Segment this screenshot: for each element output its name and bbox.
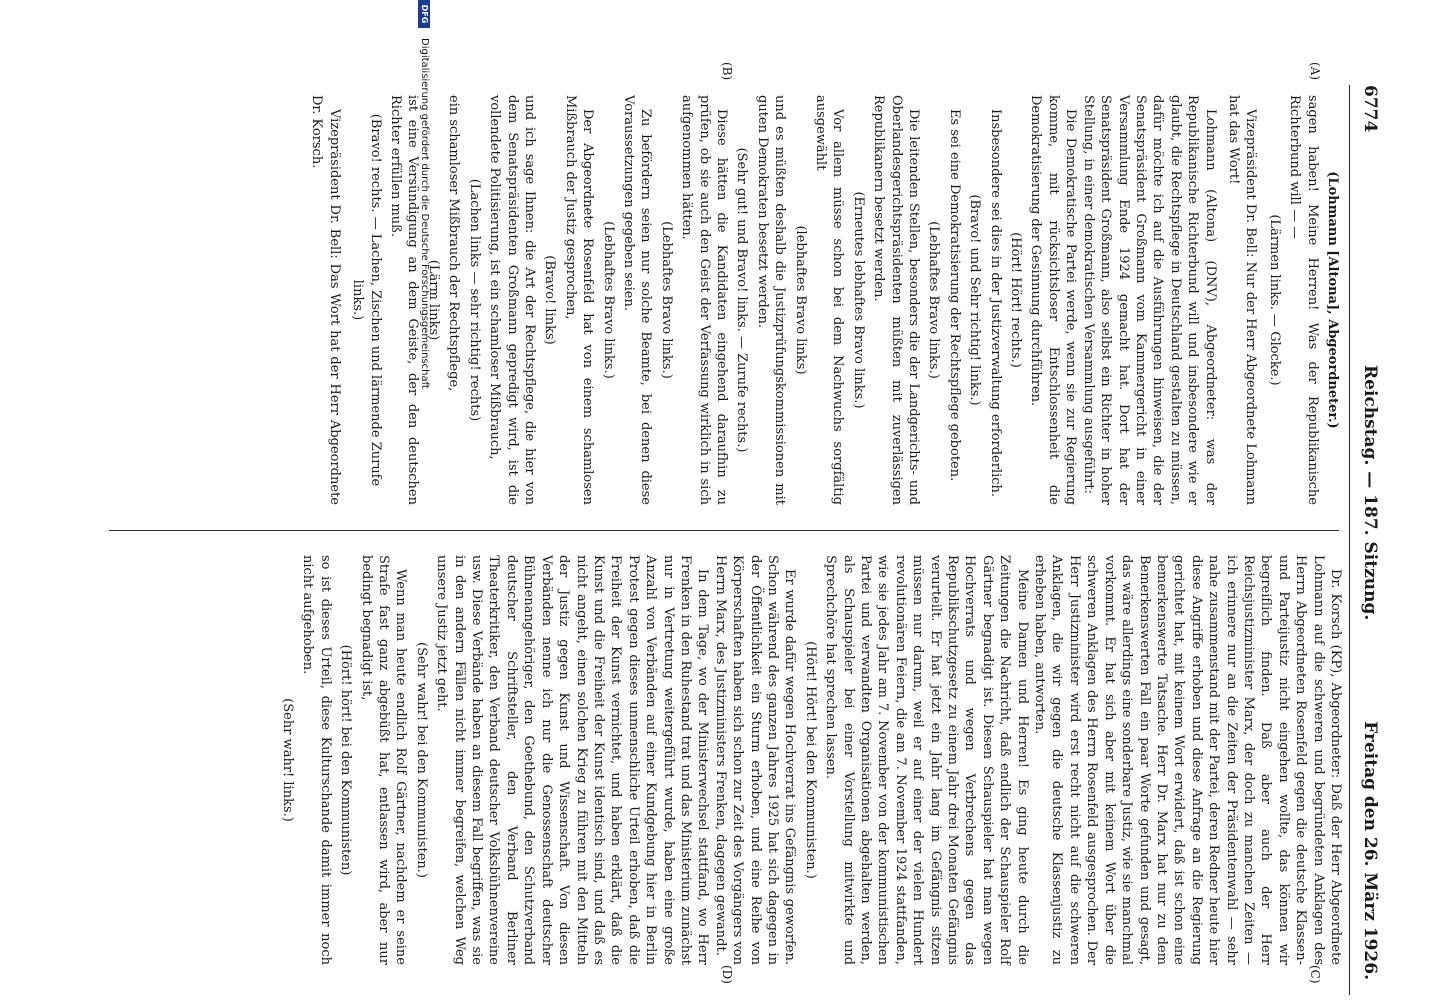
dfg-logo: DFG	[418, 0, 430, 28]
quote-paragraph: Es sei eine Demokratisierung der Rechtspflege geboten.	[946, 109, 962, 482]
header-rule	[1349, 85, 1350, 995]
interjection: (Lebhaftes Bravo links.)	[658, 221, 674, 379]
interjection: (Hört! Hört! rechts.)	[1008, 232, 1024, 368]
interjection: (Sehr wahr! bei den Kommunisten.)	[413, 642, 429, 878]
margin-mark-a: (A)	[1308, 62, 1322, 81]
column-divider	[109, 530, 1339, 531]
page-header	[1352, 85, 1382, 995]
quote-paragraph: Die leitenden Stellen, besonders die der Landgerichts- und Oberlandesgerichtspräsidenten müßten mit zuverlässigen Republikanern besetzt werden.	[871, 95, 922, 505]
paragraph: Dr. Korsch (KP), Abgeordneter: Daß der Herr Abgeordnete Lohmann auf die schweren und begründeten Anklagen des Herrn Abgeordneten Rosenfeld gegen die deutsche Klassen- und Parteijustiz nicht eingehen wollte, das können wir begreiflich finden. Daß aber auch der Herr Reichsjustizminister Marx, der doch zu manchen Zeiten — ich erinnere nur an die Zeiten der Präsidentenwahl — sehr nahe zusammenstand mit der Partei, deren Redner heute hier diese Angriffe erhoben und diese Anfrage an die Regierung gerichtet hat, mit keinem Wort erwidert, daß ist schon eine bemerkenswerte Tatsache. Herr Dr. Marx hat nur zu dem Bemerkenswerten Fall ein paar Worte gefunden und gesagt, das wäre allerdings eine sonderbare Justiz, wie sie manchmal vorkommt. Er hat sich aber mit keinem Wort über die schweren Anklagen des Herrn Rosenfeld ausgesprochen. Der Herr Justizminister wird erst recht nicht auf die schweren Anklagen, die wir gegen die deutsche Klassenjustiz zu erheben haben, antworten.	[1032, 555, 1343, 965]
quote-paragraph: Vor allem müsse schon bei dem Nachwuchs sorgfältig ausgewählt	[813, 95, 846, 505]
quote-paragraph: Zu befördern seien nur solche Beamte, bei denen diese Voraussetzungen gegeben seien.	[620, 95, 654, 505]
quote-paragraph: und es müßten deshalb die Justizprüfungskommissionen mit guten Demokraten besetzt werden.	[754, 95, 788, 505]
paragraph: Lohmann (Altona) (DNV), Abgeordneter: was der Republikanische Richterbund will und insbesondere wie er glaubt, die Rechtspflege in Deutschland gestalten zu müssen, dafür möchte ich auf die Ausführungen hinweisen, die der Senatspräsident Großmann vom Kammergericht in einer Versammlung Ende 1924 gemacht hat. Dort hat der Senatspräsident Großmann, also selbst ein Richter in hoher Stellung, in einer demokratischen Versammlung ausgeführt:	[1080, 95, 1218, 505]
footer-credit	[414, 0, 434, 1000]
paragraph: sagen haben! Meine Herren! Was der Republikanische Richterbund will — —	[1287, 95, 1320, 505]
quote-paragraph: Die Demokratische Partei werde, wenn sie zur Regierung komme, mit rücksichtsloser Entschlossenheit die Demokratisierung der Gesinnung durchführen.	[1028, 95, 1079, 505]
right-column	[276, 555, 1344, 965]
quote-paragraph: Insbesondere sei dies in der Justizverwaltung erforderlich.	[987, 109, 1003, 498]
interjection: (Lachen links — sehr richtig! rechts)	[466, 178, 482, 422]
interjection: (Lärm links)	[425, 259, 441, 341]
interjection: (Lebhaftes Bravo links.)	[926, 221, 942, 379]
paragraph: Der Abgeordnete Rosenfeld hat von einem schamlosen Mißbrauch der Justiz gesprochen,	[562, 95, 596, 505]
interjection: (Bravo! links)	[542, 255, 558, 345]
interjection: (Lebhaftes Bravo links.)	[600, 221, 616, 379]
paragraph: Er wurde dafür wegen Hochverrat ins Gefängnis geworfen. Schon während des ganzen Jahres 1925 hat sich dagegen in der Öffentlichkeit ein Sturm erhoben, und eine Reihe von Körperschaften haben sich schon zur Zeit des Vorgängers von Herrn Marx, des Justizministers Frenken, dagegen gewandt.	[712, 555, 798, 965]
paragraph: so ist dieses Urteil, diese Kulturschande damit immer noch nicht aufgehoben.	[300, 555, 333, 965]
paragraph: und ich sage Ihnen: die Art der Rechtspflege, die hier von dem Senatspräsidenten Großmann gepredigt wird, ist die vollendete Politisierung, ist ein schamloser Mißbrauch,	[487, 95, 537, 505]
interjection: (lebhaftes Bravo links)	[792, 225, 808, 375]
interjection: (Bravo! rechts. — Lachen, Zischen und lärmende Zurufe links.)	[350, 113, 383, 487]
margin-mark-c: (C)	[1308, 965, 1322, 984]
paragraph: Vizepräsident Dr. Bell: Nur der Herr Abgeordnete Lohmann hat das Wort!	[1225, 95, 1259, 505]
paragraph: ein schamloser Mißbrauch der Rechtspflege,	[446, 95, 462, 392]
paragraph: Meine Damen und Herren! Es ging heute durch die Zeitungen die Nachricht, daß endlich der Schauspieler Rolf Gärtner begnadigt ist. Diesen Schauspieler hat man wegen Hochverrats und wegen Verbrechens gegen das Republikschutzgesetz zu einem Jahr drei Monaten Gefängnis verurteilt. Er hat jetzt ein Jahr lang im Gefängnis sitzen müssen nur darum, weil er auf einer der vielen Hundert revolutionären Feiern, die am 7. November 1924 stattfanden, wie sie jedes Jahr am 7. November von der kommunistischen Partei und verwandten Organisationen abgehalten werden, als Schauspieler bei einer Vorstellung mitwirkte und Sprechchöre hat sprechen lassen.	[823, 555, 1030, 965]
interjection: (Bravo! und Sehr richtig! links.)	[967, 194, 983, 406]
page-number: 6774	[1360, 85, 1380, 133]
session-title: Reichstag. — 187. Sitzung.	[1360, 365, 1380, 621]
interjection: (Hört! Hört! bei den Kommunisten.)	[802, 641, 818, 879]
paragraph: In dem Tage, wo der Ministerwechsel stattfand, wo Herr Frenken in den Ruhestand trat und das Ministerium zunächst nur in Vertretung weitergeführt wurde, haben eine große Anzahl von Verbänden auf einer Kundgebung hier in Berlin Protest gegen dieses unmenschliche Urteil erhoben, daß die Freiheit der Kunst vernichtet, und haben erklärt, daß die Kunst und die Freiheit der Kunst identisch sind, und daß es nicht angeht, einen solchen Krieg zu führen mit den Mitteln der Justiz gegen Kunst und Wissenschaft. Von diesen Verbänden nenne ich nur die Genossenschaft deutscher Bühnenangehöriger, den Goethebund, den Schutzverband deutscher Schriftsteller, den Verband Berliner Theaterkritiker, den Verband deutscher Volksbühnenvereine usw. Diese Verbände haben an diesem Fall begriffen, was sie in den andern Fällen nicht immer begreifen, welchen Weg unsere Justiz jetzt geht.	[434, 555, 711, 965]
left-column	[308, 95, 1344, 505]
interjection: (Hört! hört! bei den Kommunisten)	[338, 644, 354, 876]
funding-note: Digitalisierung gefördert durch die Deutsche Forschungsgemeinschaft	[419, 38, 430, 389]
quote-paragraph: Diese hätten die Kandidaten eingehend daraufhin zu prüfen, ob sie auch den Geist der Verfassung wirklich in sich aufgenommen hätten.	[679, 95, 729, 505]
interjection: (Sehr gut! und Bravo! links. — Zurufe rechts.)	[734, 147, 750, 453]
margin-mark-b: (B)	[720, 62, 734, 81]
session-date: Freitag den 26. März 1926.	[1360, 721, 1380, 980]
running-speaker: (Lohmann [Altona], Abgeordneter.)	[1325, 171, 1340, 429]
margin-mark-d: (D)	[720, 965, 734, 984]
interjection: (Erneutes lebhaftes Bravo links.)	[850, 191, 866, 409]
paragraph: Wenn man heute endlich Rolf Gärtner, nachdem er seine Strafe fast ganz abgebüßt hat, entlassen wird, aber nur bedingt begnadigt ist,	[358, 555, 409, 965]
paragraph: ist eine Versündigung an dem Geiste, der den deutschen Richter erfüllen muß.	[388, 95, 421, 505]
interjection: (Sehr wahr! links.)	[280, 698, 296, 822]
paragraph: Vizepräsident Dr. Bell: Das Wort hat der Herr Abgeordnete Dr. Korsch.	[309, 95, 342, 505]
interjection: (Lärmen links. — Glocke.)	[1266, 214, 1282, 386]
